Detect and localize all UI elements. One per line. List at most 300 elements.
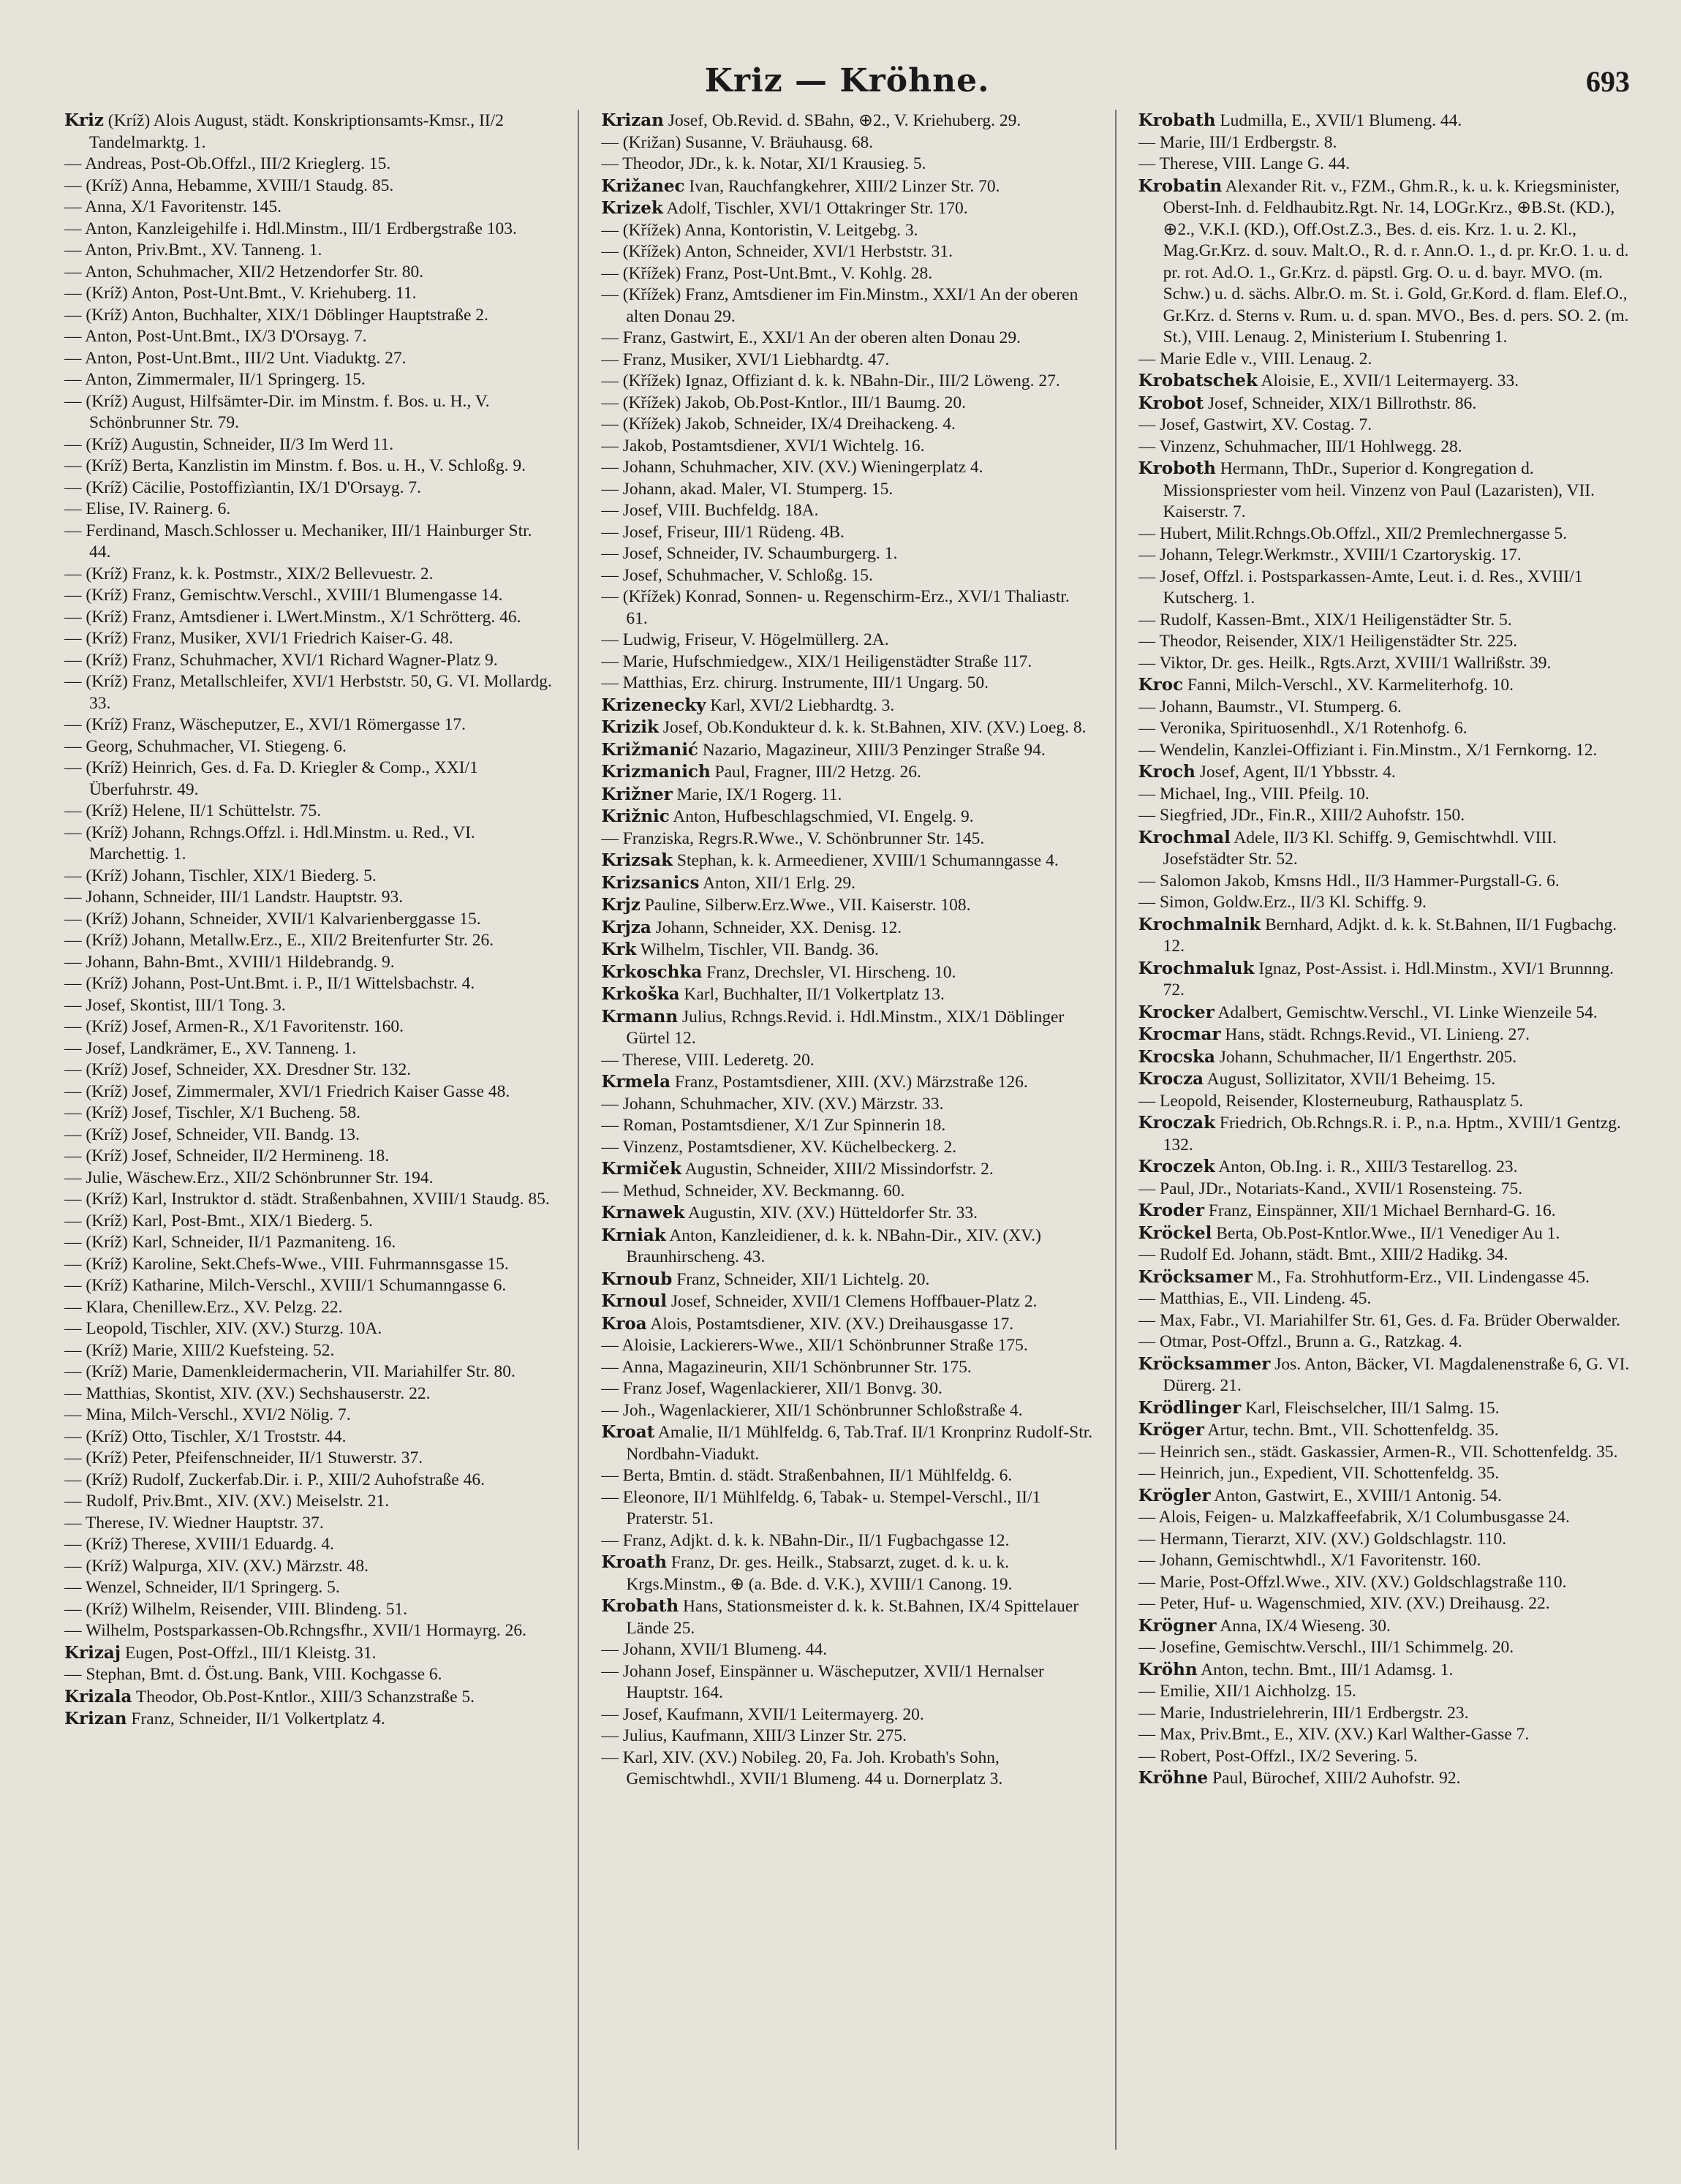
directory-entry xyxy=(601,717,1092,739)
entry-text: — (Kríž) Karl, Instruktor d. städt. Straßenbahnen, XVIII/1 Staudg. 85. xyxy=(64,1190,550,1209)
entry-headword: Kröcksamer xyxy=(1138,1266,1253,1287)
entry-text: — (Kríž) Karl, Post-Bmt., XIX/1 Biederg. 5. xyxy=(64,1211,373,1231)
entry-text: — Josef, VIII. Buchfeldg. 18A. xyxy=(601,501,819,520)
entry-text: — Leopold, Reisender, Klosterneuburg, Rathausplatz 5. xyxy=(1138,1091,1524,1111)
entry-text: — Salomon Jakob, Kmsns Hdl., II/3 Hammer-Purgstall-G. 6. xyxy=(1138,871,1560,891)
entry-text: Ludmilla, E., XVII/1 Blumeng. 44. xyxy=(1215,111,1462,130)
entry-text: Friedrich, Ob.Rchngs.R. i. P., n.a. Hptm., XVIII/1 Gentzg. 132. xyxy=(1163,1114,1621,1155)
directory-entry xyxy=(1138,1200,1630,1223)
entry-text: — Vinzenz, Schuhmacher, III/1 Hohlwegg. 28. xyxy=(1138,437,1462,456)
entry-headword: Kroczek xyxy=(1138,1157,1215,1176)
directory-entry xyxy=(64,1427,556,1448)
directory-entry xyxy=(601,1158,1092,1181)
entry-headword: Krizsanics xyxy=(601,872,700,893)
entry-text: — Therese, VIII. Lederetg. 20. xyxy=(601,1050,815,1070)
entry-text: (Kríž) Alois August, städt. Konskriptionsamts-Kmsr., II/2 Tandelmarktg. 1. xyxy=(89,111,504,152)
entry-text: — Josef, Skontist, III/1 Tong. 3. xyxy=(64,995,286,1015)
directory-entry xyxy=(1138,1593,1630,1615)
entry-text: — Alois, Feigen- u. Malzkaffeefabrik, X/1 Columbusgasse 24. xyxy=(1138,1508,1570,1527)
entry-text: — Josef, Friseur, III/1 Rüdeng. 4B. xyxy=(601,522,845,542)
entry-headword: Krocza xyxy=(1138,1069,1204,1089)
entry-text: — Vinzenz, Postamtsdiener, XV. Küchelbeckerg. 2. xyxy=(601,1137,957,1157)
entry-text: — (Kríž) Johann, Rchngs.Offzl. i. Hdl.Minstm. u. Red., VI. Marchettig. 1. xyxy=(64,823,475,864)
directory-entry xyxy=(1138,740,1630,762)
directory-entry xyxy=(601,220,1092,242)
entry-headword: Kroboth xyxy=(1138,458,1216,478)
directory-entry xyxy=(601,806,1092,828)
entry-text: — Anton, Kanzleigehilfe i. Hdl.Minstm., III/1 Erdbergstraße 103. xyxy=(64,219,517,238)
entry-headword: Krochmaluk xyxy=(1138,958,1255,978)
directory-entry xyxy=(601,1050,1092,1072)
entry-text: — (Křížek) Jakob, Ob.Post-Kntlor., III/1 Baumg. 20. xyxy=(601,393,966,412)
entry-text: — (Kríž) Anton, Buchhalter, XIX/1 Döblinger Hauptstraße 2. xyxy=(64,305,488,325)
directory-entry xyxy=(64,521,556,564)
directory-entry xyxy=(1138,567,1630,610)
directory-entry xyxy=(64,1232,556,1254)
entry-text: — Johann Josef, Einspänner u. Wäscheputzer, XVII/1 Hernalser Hauptstr. 164. xyxy=(601,1661,1044,1702)
entry-headword: Krizmanich xyxy=(601,762,711,782)
entry-text: Eugen, Post-Offzl., III/1 Kleistg. 31. xyxy=(121,1643,377,1663)
directory-entry xyxy=(64,952,556,974)
entry-text: — (Kríž) Therese, XVIII/1 Eduardg. 4. xyxy=(64,1535,334,1554)
directory-entry xyxy=(1138,175,1630,349)
entry-text: — (Kríž) Wilhelm, Reisender, VIII. Blindeng. 51. xyxy=(64,1599,408,1619)
entry-text: Anna, IX/4 Wieseng. 30. xyxy=(1216,1616,1391,1636)
directory-entry xyxy=(1138,154,1630,175)
entry-headword: Krmela xyxy=(601,1072,671,1092)
entry-text: — (Křížek) Anna, Kontoristin, V. Leitgebg. 3. xyxy=(601,220,918,240)
directory-entry xyxy=(64,434,556,456)
entry-headword: Krochmal xyxy=(1138,827,1231,847)
entry-text: Franz, Postamtsdiener, XIII. (XV.) Märzstraße 126. xyxy=(670,1073,1028,1092)
directory-entry xyxy=(601,939,1092,961)
entry-text: Pauline, Silberw.Erz.Wwe., VII. Kaiserstr. 108. xyxy=(640,896,971,915)
entry-text: — (Kríž) Johann, Schneider, XVII/1 Kalvarienberggasse 15. xyxy=(64,909,481,929)
directory-entry xyxy=(1138,1659,1630,1682)
entry-text: — Anton, Zimmermaler, II/1 Springerg. 15. xyxy=(64,370,366,389)
directory-entry xyxy=(1138,1397,1630,1420)
entry-text: — Roman, Postamtsdiener, X/1 Zur Spinnerin 18. xyxy=(601,1116,946,1135)
directory-entry xyxy=(64,1642,556,1665)
directory-entry xyxy=(601,436,1092,458)
directory-entry xyxy=(1138,1223,1630,1245)
directory-entry xyxy=(64,1038,556,1060)
entry-text: — (Kríž) Johann, Metallw.Erz., E., XII/2 Breitenfurter Str. 26. xyxy=(64,931,494,950)
directory-entry xyxy=(1138,761,1630,784)
directory-entry xyxy=(601,1726,1092,1747)
entry-headword: Kroder xyxy=(1138,1201,1204,1220)
entry-text: — Marie, Industrielehrerin, III/1 Erdbergstr. 23. xyxy=(1138,1703,1469,1723)
entry-text: — (Kríž) Cäcilie, Postoffizìantin, IX/1 D'Orsayg. 7. xyxy=(64,477,422,497)
directory-entry xyxy=(1138,1463,1630,1485)
entry-text: Aloisie, E., XVII/1 Leitermayerg. 33. xyxy=(1257,371,1519,390)
entry-text: Josef, Schneider, XVII/1 Clemens Hoffbauer-Platz 2. xyxy=(666,1292,1038,1311)
directory-entry xyxy=(1138,1244,1630,1266)
directory-entry xyxy=(1138,1681,1630,1703)
entry-text: — Franz Josef, Wagenlackierer, XII/1 Bonvg. 30. xyxy=(601,1379,943,1398)
entry-text: — Johann, Telegr.Werkmstr., XVIII/1 Czartoryskig. 17. xyxy=(1138,545,1522,564)
entry-headword: Krocmar xyxy=(1138,1024,1221,1044)
directory-entry xyxy=(601,1465,1092,1487)
entry-text: Johann, Schuhmacher, II/1 Engerthstr. 205. xyxy=(1215,1047,1517,1067)
entry-text: — Hermann, Tierarzt, XIV. (XV.) Goldschlagstr. 110. xyxy=(1138,1529,1507,1549)
entry-text: Franz, Drechsler, VI. Hirscheng. 10. xyxy=(702,962,956,982)
directory-entry xyxy=(64,801,556,823)
entry-text: — (Křížek) Ignaz, Offiziant d. k. k. NBahn-Dir., III/2 Löweng. 27. xyxy=(601,371,1060,390)
entry-text: — Jakob, Postamtsdiener, XVI/1 Wichtelg. 16. xyxy=(601,436,925,456)
entry-text: — Johann, Schuhmacher, XIV. (XV.) Wieningerplatz 4. xyxy=(601,458,983,477)
column-3 xyxy=(1138,110,1630,2150)
directory-entry xyxy=(64,348,556,370)
entry-text: Johann, Schneider, XX. Denisg. 12. xyxy=(651,918,902,937)
entry-text: — Methud, Schneider, XV. Beckmanng. 60. xyxy=(601,1181,905,1201)
entry-text: — (Kríž) August, Hilfsämter-Dir. im Minstm. f. Bos. u. H., V. Schönbrunner Str. 79. xyxy=(64,391,490,432)
directory-entry xyxy=(1138,415,1630,437)
entry-text: Ivan, Rauchfangkehrer, XIII/2 Linzer Str. 70. xyxy=(684,176,1000,196)
entry-text: — (Kríž) Katharine, Milch-Verschl., XVIII/1 Schumanngasse 6. xyxy=(64,1276,507,1295)
directory-entry xyxy=(64,197,556,219)
entry-text: — Johann, Schneider, III/1 Landstr. Hauptstr. 93. xyxy=(64,888,404,907)
directory-entry xyxy=(64,1340,556,1362)
entry-text: Adalbert, Gemischtw.Verschl., VI. Linke Wienzeile 54. xyxy=(1214,1002,1598,1022)
directory-entry xyxy=(601,132,1092,154)
entry-text: — (Kríž) Anna, Hebamme, XVIII/1 Staudg. 85. xyxy=(64,175,394,195)
entry-headword: Kroath xyxy=(601,1552,668,1572)
entry-headword: Krocska xyxy=(1138,1046,1215,1067)
entry-headword: Kröhne xyxy=(1138,1768,1209,1788)
directory-entry xyxy=(1138,697,1630,719)
directory-entry xyxy=(64,456,556,477)
directory-entry xyxy=(1138,1002,1630,1024)
directory-entry xyxy=(601,1378,1092,1400)
entry-text: — Rudolf, Priv.Bmt., XIV. (XV.) Meiselstr. 21. xyxy=(64,1492,390,1511)
entry-headword: Krizan xyxy=(601,110,664,130)
directory-entry xyxy=(601,586,1092,630)
directory-entry xyxy=(1138,1156,1630,1179)
entry-text: Josef, Ob.Kondukteur d. k. k. St.Bahnen, XIV. (XV.) Loeg. 8. xyxy=(658,718,1087,737)
entry-headword: Krnawek xyxy=(601,1203,685,1223)
directory-entry xyxy=(1138,1724,1630,1746)
directory-entry xyxy=(1138,914,1630,958)
directory-entry xyxy=(64,1297,556,1319)
entry-text: — (Kríž) Johann, Post-Unt.Bmt. i. P., II/1 Wittelsbachstr. 4. xyxy=(64,974,475,993)
entry-text: Fanni, Milch-Verschl., XV. Karmeliterhofg. 10. xyxy=(1183,676,1514,695)
entry-text: — Anton, Schuhmacher, XII/2 Hetzendorfer Str. 80. xyxy=(64,262,424,281)
directory-entry xyxy=(64,1708,556,1731)
entry-headword: Krocker xyxy=(1138,1002,1215,1022)
directory-entry xyxy=(1138,1024,1630,1046)
directory-entry xyxy=(1138,892,1630,914)
entry-text: Augustin, Schneider, XIII/2 Missindorfstr. 2. xyxy=(681,1160,994,1179)
entry-text: — Therese, VIII. Lange G. 44. xyxy=(1138,154,1351,173)
entry-headword: Krmann xyxy=(601,1006,679,1027)
directory-entry xyxy=(64,1383,556,1405)
directory-entry xyxy=(601,739,1092,762)
entry-headword: Križmanić xyxy=(601,739,698,760)
directory-entry xyxy=(601,1202,1092,1225)
directory-entry xyxy=(64,714,556,736)
directory-entry xyxy=(601,349,1092,371)
directory-entry xyxy=(1138,1703,1630,1725)
entry-headword: Križanec xyxy=(601,175,685,196)
entry-headword: Krobatin xyxy=(1138,175,1223,196)
entry-text: — Anton, Priv.Bmt., XV. Tanneng. 1. xyxy=(64,241,322,260)
entry-text: — Theodor, JDr., k. k. Notar, XI/1 Krausieg. 5. xyxy=(601,154,926,173)
entry-text: — Matthias, Skontist, XIV. (XV.) Sechshauserstr. 22. xyxy=(64,1383,431,1403)
entry-text: — Elise, IV. Raineгg. 6. xyxy=(64,499,231,518)
entry-text: — Josef, Kaufmann, XVII/1 Leitermayerg. 20. xyxy=(601,1704,924,1724)
entry-text: Hans, städt. Rchngs.Revid., VI. Linieng. 27. xyxy=(1220,1025,1530,1044)
directory-entry xyxy=(601,522,1092,544)
entry-text: Artur, techn. Bmt., VII. Schottenfeldg. 35. xyxy=(1204,1421,1499,1440)
entry-text: — Josefine, Gemischtw.Verschl., III/1 Schimmelg. 20. xyxy=(1138,1638,1514,1657)
directory-entry xyxy=(64,995,556,1017)
entry-headword: Krobatschek xyxy=(1138,371,1258,390)
directory-entry xyxy=(601,1006,1092,1050)
entry-text: — Josef, Landkrämer, E., XV. Tanneng. 1. xyxy=(64,1038,357,1058)
entry-text: — Anton, Post-Unt.Bmt., IX/3 D'Orsayg. 7. xyxy=(64,327,367,346)
entry-text: — (Křížek) Jakob, Schneider, IX/4 Dreihackeng. 4. xyxy=(601,415,956,434)
entry-text: Adele, II/3 Kl. Schiffg. 9, Gemischtwhdl. VIII. Josefstädter Str. 52. xyxy=(1163,828,1557,869)
entry-text: — (Křížek) Anton, Schneider, XVI/1 Herbststr. 31. xyxy=(601,242,953,261)
entry-text: Hans, Stationsmeister d. k. k. St.Bahnen, IX/4 Spittelauer Lände 25. xyxy=(626,1597,1079,1638)
entry-text: — Julie, Wäschew.Erz., XII/2 Schönbrunner Str. 194. xyxy=(64,1168,434,1187)
entry-text: Anton, Gastwirt, E., XVIII/1 Antonig. 54. xyxy=(1210,1486,1502,1505)
directory-entry xyxy=(64,499,556,521)
entry-headword: Kriz xyxy=(64,110,104,130)
directory-entry xyxy=(601,917,1092,940)
running-head: Kriz — Kröhne. xyxy=(704,61,990,99)
directory-entry xyxy=(1138,1266,1630,1289)
entry-text: — (Kríž) Heinrich, Ges. d. Fa. D. Kriegler & Comp., XXI/1 Überfuhrstr. 49. xyxy=(64,758,478,799)
directory-entry xyxy=(1138,827,1630,871)
entry-text: Paul, Fragner, III/2 Hetzg. 26. xyxy=(710,763,921,782)
directory-entry xyxy=(64,887,556,909)
directory-entry xyxy=(64,1168,556,1190)
directory-entry xyxy=(601,1595,1092,1639)
entry-text: — Hubert, Milit.Rchngs.Ob.Offzl., XII/2 Premlechnergasse 5. xyxy=(1138,524,1568,543)
entry-text: Anton, XII/1 Erlg. 29. xyxy=(699,873,855,893)
directory-entry xyxy=(1138,1572,1630,1594)
entry-headword: Krnoub xyxy=(601,1269,673,1289)
directory-entry xyxy=(1138,458,1630,524)
entry-text: — Andreas, Post-Ob.Offzl., III/2 Krieglerg. 15. xyxy=(64,154,391,173)
directory-entry xyxy=(1138,524,1630,545)
entry-text: Franz, Schneider, XII/1 Lichtelg. 20. xyxy=(672,1269,930,1289)
directory-entry xyxy=(64,477,556,499)
directory-entry xyxy=(601,1530,1092,1552)
directory-entry xyxy=(601,479,1092,501)
entry-text: — Heinrich, jun., Expedient, VII. Schottenfeldg. 35. xyxy=(1138,1464,1500,1483)
directory-entry xyxy=(64,1405,556,1427)
page-number: 693 xyxy=(1586,65,1630,98)
entry-text: Hermann, ThDr., Superior d. Kongregation d. Missionspriester vom heil. Vinzenz von Paul (Lazaristen), VII. Kaiserstr. 7. xyxy=(1163,459,1595,521)
entry-text: — (Kríž) Josef, Zimmermaler, XVI/1 Friedrich Kaiser Gasse 48. xyxy=(64,1081,510,1101)
entry-text: — Josef, Offzl. i. Postsparkassen-Amte, Leut. i. d. Res., XVIII/1 Kutscherg. 1. xyxy=(1138,567,1583,608)
entry-text: — (Kríž) Berta, Kanzlistin im Minstm. f. Bos. u. H., V. Schloßg. 9. xyxy=(64,456,526,475)
directory-entry xyxy=(64,391,556,434)
entry-text: — Otmar, Post-Offzl., Brunn a. G., Ratzkag. 4. xyxy=(1138,1332,1462,1351)
directory-entry xyxy=(601,1115,1092,1137)
directory-entry xyxy=(601,1225,1092,1269)
directory-entry xyxy=(64,1620,556,1642)
entry-headword: Krk xyxy=(601,940,637,959)
entry-text: — Marie, III/1 Erdbergstr. 8. xyxy=(1138,132,1337,152)
directory-entry xyxy=(1138,1419,1630,1442)
entry-text: — Rudolf Ed. Johann, städt. Bmt., XIII/2 Hadikg. 34. xyxy=(1138,1245,1508,1264)
directory-entry xyxy=(64,1664,556,1686)
entry-text: Anton, Kanzleidiener, d. k. k. NBahn-Dir., XIV. (XV.) Braunhirscheng. 43. xyxy=(626,1225,1041,1266)
directory-entry xyxy=(1138,1353,1630,1397)
directory-entry xyxy=(601,1552,1092,1595)
directory-entry xyxy=(64,1016,556,1038)
entry-text: — (Křížek) Franz, Post-Unt.Bmt., V. Kohlg. 28. xyxy=(601,263,933,283)
entry-text: — (Křížek) Konrad, Sonnen- u. Regenschirm-Erz., XVI/1 Thaliastr. 61. xyxy=(601,587,1070,628)
entry-headword: Kroat xyxy=(601,1422,655,1442)
entry-headword: Kroc xyxy=(1138,675,1184,695)
entry-text: — (Kríž) Helene, II/1 Schüttelstr. 75. xyxy=(64,801,322,820)
entry-headword: Krnoul xyxy=(601,1291,667,1311)
directory-entry xyxy=(64,736,556,758)
directory-entry xyxy=(601,1137,1092,1159)
directory-entry xyxy=(64,1686,556,1709)
directory-entry xyxy=(601,630,1092,651)
directory-entry xyxy=(601,414,1092,436)
directory-entry xyxy=(64,607,556,629)
entry-text: Karl, Buchhalter, II/1 Volkertplatz 13. xyxy=(679,985,945,1004)
entry-text: Franz, Dr. ges. Heilk., Stabsarzt, zuget. d. k. u. k. Krgs.Minstm., ⊕ (a. Bde. d. V.K.), XVIII/1 Canong. 19. xyxy=(626,1553,1013,1594)
entry-text: — Johann, Bahn-Bmt., XVIII/1 Hildebrandg. 9. xyxy=(64,952,395,972)
directory-entry xyxy=(1138,437,1630,458)
entry-text: — Franziska, Regrs.R.Wwe., V. Schönbrunner Str. 145. xyxy=(601,828,985,848)
directory-entry xyxy=(601,983,1092,1006)
directory-entry xyxy=(1138,110,1630,132)
entry-text: — Robert, Post-Offzl., IX/2 Severing. 5. xyxy=(1138,1746,1418,1766)
directory-entry xyxy=(601,695,1092,717)
entry-text: — (Kríž) Franz, Schuhmacher, XVI/1 Richard Wagner-Platz 9. xyxy=(64,650,498,670)
directory-entry xyxy=(64,1211,556,1233)
directory-entry xyxy=(601,500,1092,522)
directory-entry xyxy=(601,1661,1092,1704)
directory-entry xyxy=(64,909,556,931)
directory-entry xyxy=(64,262,556,284)
directory-entry xyxy=(601,457,1092,479)
entry-text: — Eleonore, II/1 Mühlfeldg. 6, Tabak- u. Stempel-Verschl., II/1 Praterstr. 51. xyxy=(601,1487,1041,1528)
directory-entry xyxy=(1138,610,1630,632)
entry-headword: Krkoschka xyxy=(601,961,703,982)
entry-text: — (Kríž) Franz, Gemischtw.Verschl., XVIII/1 Blumengasse 14. xyxy=(64,586,503,605)
directory-entry xyxy=(64,1059,556,1081)
entry-headword: Krkoška xyxy=(601,984,680,1004)
entry-text: Alois, Postamtsdiener, XIV. (XV.) Dreihausgasse 17. xyxy=(646,1314,1014,1334)
directory-entry xyxy=(1138,1442,1630,1464)
entry-text: — Johann, akad. Maler, VI. Stumperg. 15. xyxy=(601,479,894,499)
directory-entry xyxy=(601,371,1092,393)
entry-text: — Wilhelm, Postsparkassen-Ob.Rchngsfhr., XVII/1 Hormayrg. 26. xyxy=(64,1621,526,1640)
directory-entry xyxy=(64,1125,556,1146)
directory-entry xyxy=(601,828,1092,850)
directory-entry xyxy=(601,1639,1092,1661)
entry-headword: Krochmalnik xyxy=(1138,914,1261,934)
directory-entry xyxy=(64,1081,556,1103)
entry-text: — Anton, Post-Unt.Bmt., III/2 Unt. Viaduktg. 27. xyxy=(64,348,407,368)
directory-entry xyxy=(1138,805,1630,827)
directory-entry xyxy=(601,894,1092,917)
entry-text: Anton, Hufbeschlagschmied, VI. Engelg. 9. xyxy=(669,807,974,826)
directory-entry xyxy=(64,326,556,348)
entry-text: — Johann, Schuhmacher, XIV. (XV.) Märzstr. 33. xyxy=(601,1094,944,1114)
entry-text: — Leopold, Tischler, XIV. (XV.) Sturzg. 10A. xyxy=(64,1319,382,1338)
directory-entry xyxy=(1138,1767,1630,1790)
directory-entry xyxy=(601,673,1092,695)
directory-entry xyxy=(601,1400,1092,1422)
directory-entry xyxy=(64,585,556,607)
directory-entry xyxy=(64,1577,556,1599)
directory-entry xyxy=(64,1103,556,1125)
directory-entry xyxy=(1138,871,1630,893)
entry-headword: Krizik xyxy=(601,717,659,737)
directory-entry xyxy=(1138,370,1630,393)
entry-text: — (Kríž) Johann, Tischler, XIX/1 Biederg. 5. xyxy=(64,866,377,885)
entry-text: — (Kríž) Josef, Armen-R., X/1 Favoritenstr. 160. xyxy=(64,1017,404,1036)
directory-entry xyxy=(1138,393,1630,415)
entry-headword: Krödlinger xyxy=(1138,1397,1242,1418)
directory-entry xyxy=(601,784,1092,806)
entry-text: — (Kríž) Karoline, Sekt.Chefs-Wwe., VIII. Fuhrmannsgasse 15. xyxy=(64,1254,509,1274)
entry-text: — Emilie, XII/1 Aichholzg. 15. xyxy=(1138,1682,1356,1701)
entry-text: — Therese, IV. Wiedner Hauptstr. 37. xyxy=(64,1513,324,1533)
entry-text: — Heinrich sen., städt. Gaskassier, Armen-R., VII. Schottenfeldg. 35. xyxy=(1138,1442,1618,1462)
directory-entry xyxy=(1138,1615,1630,1638)
entry-text: — (Kríž) Marie, Damenkleidermacherin, VII. Mariahilfer Str. 80. xyxy=(64,1362,515,1381)
directory-entry xyxy=(64,1556,556,1578)
directory-entry xyxy=(64,110,556,154)
entry-headword: Krmiček xyxy=(601,1159,682,1179)
entry-text: — Anna, X/1 Favoritenstr. 145. xyxy=(64,197,282,216)
entry-text: — Viktor, Dr. ges. Heilk., Rgts.Arzt, XVIII/1 Wallrißstr. 39. xyxy=(1138,653,1552,673)
directory-entry xyxy=(601,284,1092,328)
entry-text: Nazario, Magazineur, XIII/3 Penzinger Straße 94. xyxy=(698,740,1046,760)
entry-text: — Ludwig, Friseur, V. Högelmüllerg. 2A. xyxy=(601,630,889,649)
directory-entry xyxy=(1138,132,1630,154)
entry-text: — (Kríž) Karl, Schneider, II/1 Pazmaniteng. 16. xyxy=(64,1233,396,1252)
directory-entry xyxy=(1138,349,1630,371)
entry-text: — (Kríž) Marie, XIII/2 Kuefsteing. 52. xyxy=(64,1340,335,1360)
directory-entry xyxy=(601,565,1092,587)
directory-entry xyxy=(64,757,556,801)
directory-entry xyxy=(1138,674,1630,697)
directory-entry xyxy=(64,1599,556,1621)
entry-text: — Rudolf, Kassen-Bmt., XIX/1 Heiligenstädter Str. 5. xyxy=(1138,610,1512,630)
column-divider xyxy=(578,110,579,2150)
entry-text: — Josef, Gastwirt, XV. Costag. 7. xyxy=(1138,415,1372,434)
entry-text: — Paul, JDr., Notariats-Kand., XVII/1 Rosensteing. 75. xyxy=(1138,1179,1523,1198)
entry-text: — Siegfried, JDr., Fin.R., XIII/2 Auhofstr. 150. xyxy=(1138,806,1465,825)
entry-text: — (Kríž) Walpurga, XIV. (XV.) Märzstr. 48. xyxy=(64,1556,369,1576)
directory-entry xyxy=(1138,784,1630,806)
entry-text: — Simon, Goldw.Erz., II/3 Kl. Schiffg. 9. xyxy=(1138,893,1427,912)
directory-entry xyxy=(601,1335,1092,1357)
entry-text: Anton, Ob.Ing. i. R., XIII/3 Testarellog. 23. xyxy=(1215,1157,1518,1176)
entry-text: — Julius, Kaufmann, XIII/3 Linzer Str. 275. xyxy=(601,1726,907,1745)
directory-entry xyxy=(64,930,556,952)
directory-entry xyxy=(1138,1046,1630,1069)
entry-text: Bernhard, Adjkt. d. k. k. St.Bahnen, II/1 Fugbachg. 12. xyxy=(1163,915,1617,956)
entry-text: Theodor, Ob.Post-Kntlor., XIII/3 Schanzstraße 5. xyxy=(132,1687,475,1707)
entry-text: — (Kríž) Otto, Tischler, X/1 Troststr. 44. xyxy=(64,1427,347,1446)
directory-entry xyxy=(64,369,556,391)
directory-entry xyxy=(601,761,1092,784)
